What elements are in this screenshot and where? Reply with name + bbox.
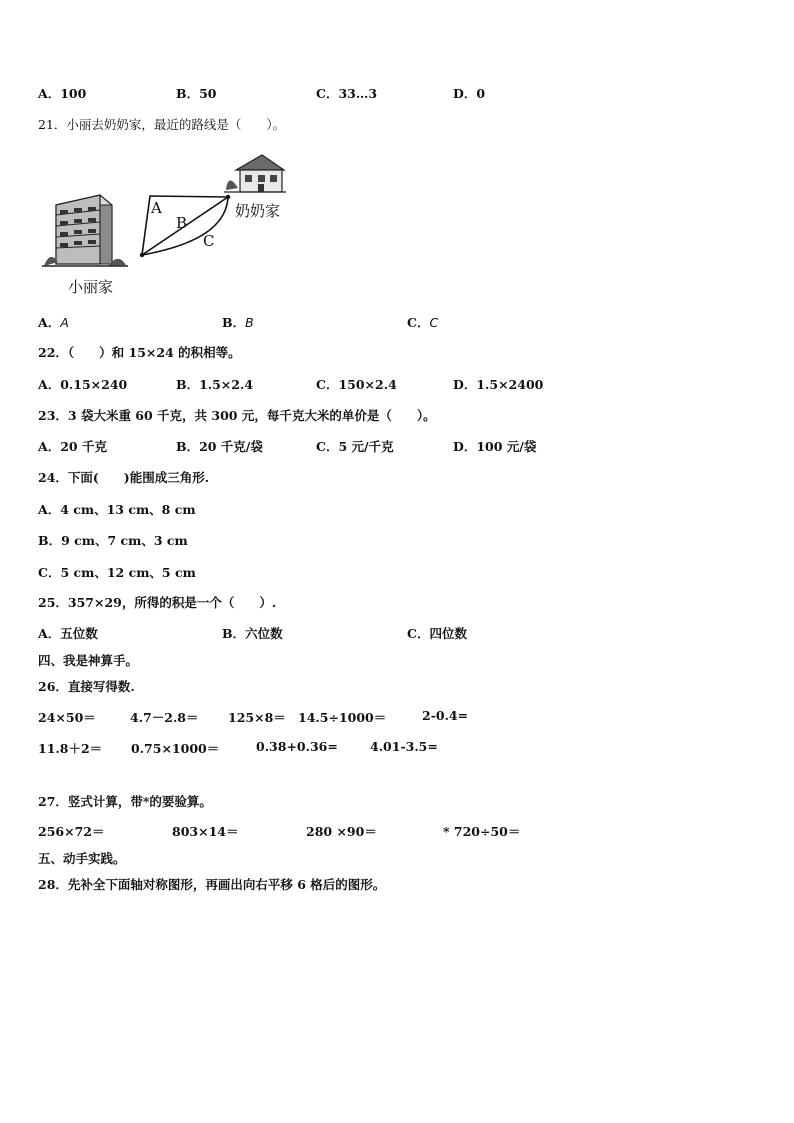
q20-option-a: A．100 bbox=[38, 86, 87, 101]
grandma-home-label: 奶奶家 bbox=[235, 202, 281, 220]
q26-item: 0.75×1000＝ bbox=[131, 741, 220, 756]
q23-option-d: D．100 元/袋 bbox=[453, 439, 537, 454]
apartment-building-icon bbox=[42, 195, 128, 266]
q26-item: 11.8＋2＝ bbox=[38, 741, 103, 756]
section-5-heading: 五、动手实践。 bbox=[38, 851, 126, 866]
q23-stem: 23．3 袋大米重 60 千克，共 300 元，每千克大米的单价是（ ）。 bbox=[38, 408, 436, 423]
q20-option-d: D．0 bbox=[453, 86, 486, 101]
q26-item: 0.38+0.36= bbox=[256, 739, 338, 754]
q21-option-c: C．C bbox=[407, 315, 439, 330]
q23-option-c: C．5 元/千克 bbox=[316, 439, 394, 454]
q20-option-c: C．33…3 bbox=[316, 86, 378, 101]
route-label-a: A bbox=[151, 199, 162, 217]
q21-stem: 21．小丽去奶奶家，最近的路线是（ ）。 bbox=[38, 117, 286, 132]
q26-item: 4.01-3.5= bbox=[370, 739, 438, 754]
q25-stem: 25．357×29，所得的积是一个（ ）. bbox=[38, 595, 277, 610]
route-label-c: C bbox=[203, 232, 215, 250]
q22-option-d: D．1.5×2400 bbox=[453, 377, 544, 392]
q21-option-a: A．A bbox=[38, 315, 69, 330]
q22-option-b: B．1.5×2.4 bbox=[176, 377, 254, 392]
q27-stem: 27．竖式计算，带*的要验算。 bbox=[38, 794, 212, 809]
q26-item: 24×50＝ bbox=[38, 710, 96, 725]
q26-item: 14.5÷1000＝ bbox=[298, 710, 387, 725]
q27-item: 803×14＝ bbox=[172, 824, 239, 839]
q24-option-a: A．4 cm、13 cm、8 cm bbox=[38, 502, 196, 517]
q26-stem: 26．直接写得数. bbox=[38, 679, 135, 694]
q23-option-a: A．20 千克 bbox=[38, 439, 107, 454]
q23-option-b: B．20 千克/袋 bbox=[176, 439, 263, 454]
q27-item: 256×72＝ bbox=[38, 824, 105, 839]
q22-option-a: A．0.15×240 bbox=[38, 377, 128, 392]
q27-item: 280 ×90＝ bbox=[306, 824, 377, 839]
q24-option-b: B．9 cm、7 cm、3 cm bbox=[38, 533, 188, 548]
q25-option-b: B．六位数 bbox=[222, 626, 283, 641]
section-4-heading: 四、我是神算手。 bbox=[38, 653, 139, 668]
q21-option-b: B．B bbox=[222, 315, 254, 330]
q25-option-c: C．四位数 bbox=[407, 626, 467, 641]
q22-stem: 22．（ ）和 15×24 的积相等。 bbox=[38, 345, 241, 360]
q22-option-c: C．150×2.4 bbox=[316, 377, 397, 392]
q24-stem: 24．下面( )能围成三角形. bbox=[38, 470, 210, 485]
q28-stem: 28．先补全下面轴对称图形，再画出向右平移 6 格后的图形。 bbox=[38, 877, 386, 892]
q27-item: * 720÷50＝ bbox=[443, 824, 521, 839]
q26-item: 4.7－2.8＝ bbox=[130, 710, 199, 725]
q20-option-b: B．50 bbox=[176, 86, 217, 101]
q25-option-a: A．五位数 bbox=[38, 626, 98, 641]
q26-item: 2-0.4= bbox=[422, 708, 469, 723]
q24-option-c: C．5 cm、12 cm、5 cm bbox=[38, 565, 196, 580]
xiaoli-home-label: 小丽家 bbox=[68, 278, 114, 296]
q26-item: 125×8＝ bbox=[228, 710, 286, 725]
house-icon bbox=[224, 155, 286, 192]
route-label-b: B bbox=[176, 214, 188, 232]
